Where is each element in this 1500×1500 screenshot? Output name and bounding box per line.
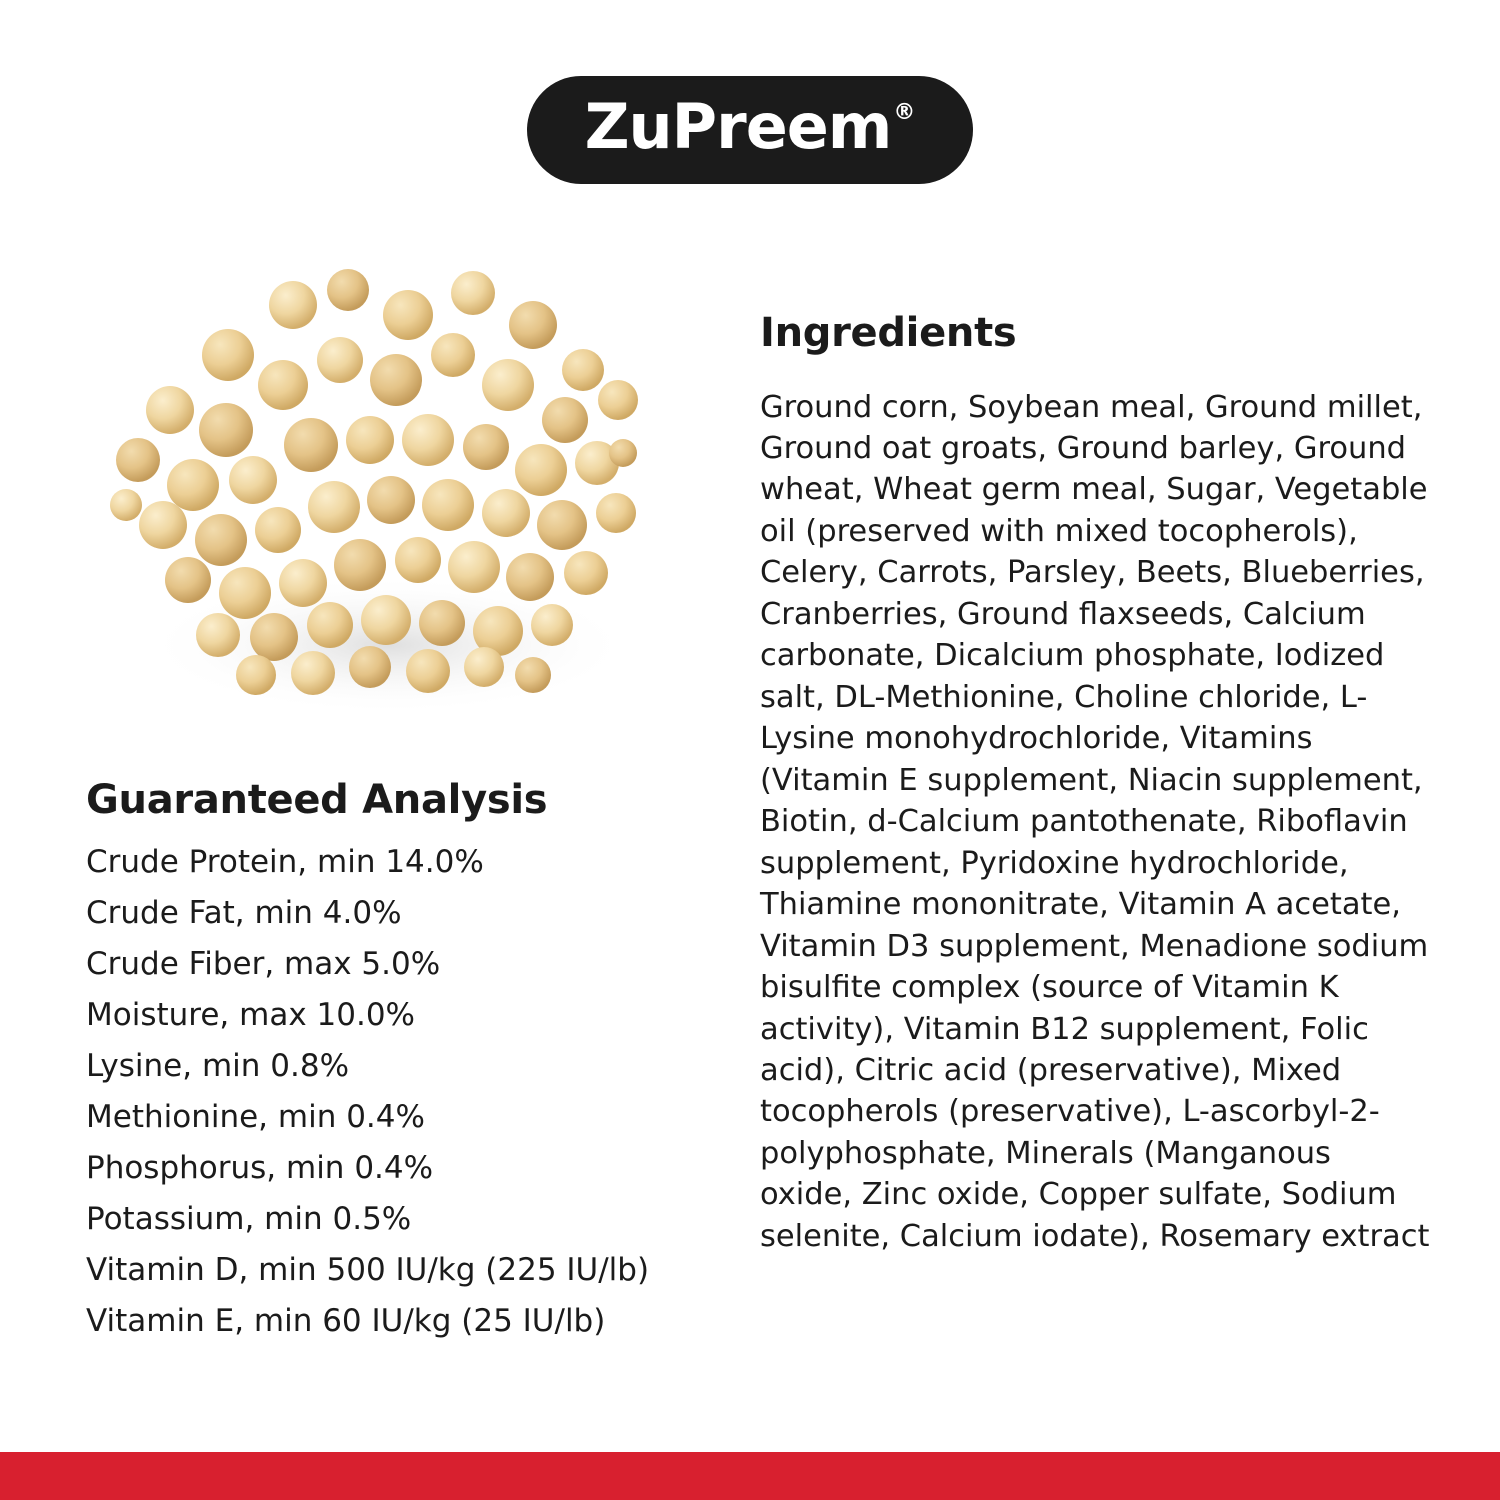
logo-pill xyxy=(527,76,974,184)
list-item: Moisture, max 10.0% xyxy=(86,997,415,1033)
guaranteed-analysis-title: Guaranteed Analysis xyxy=(86,777,548,823)
guaranteed-analysis-list xyxy=(78,837,708,1347)
kibble-pile-photo xyxy=(78,195,698,755)
list-item: Methionine, min 0.4% xyxy=(86,1099,425,1135)
list-item: Crude Fiber, max 5.0% xyxy=(86,946,441,982)
ingredients-title: Ingredients xyxy=(760,310,1017,356)
ingredients-body: Ground corn, Soybean meal, Ground millet, Ground oat groats, Ground barley, Ground wheat, Wheat germ meal, Sugar, Vegetable oil (preserved with mixed tocopherols), Celery, Carrots, Parsley, Beets, Blueberries, Cranberries, Ground flaxseeds, Calcium carbonate, Dicalcium phosphate, Iodized salt, DL-Methionine, Choline chloride, L-Lysine monohydrochloride, Vitamins (Vitamin E supplement, Niacin supplement, Biotin, d-Calcium pantothenate, Riboflavin supplement, Pyridoxine hydrochloride, Thiamine mononitrate, Vitamin A acetate, Vitamin D3 supplement, Menadione sodium bisulfite complex (source of Vitamin K activity), Vitamin B12 supplement, Folic acid), Citric acid (preservative), Mixed tocopherols (preservative), L-ascorbyl-2-polyphosphate, Minerals (Manganous oxide, Zinc oxide, Copper sulfate, Sodium selenite, Calcium iodate), Rosemary extract xyxy=(760,389,1430,1254)
left-column xyxy=(78,195,708,1347)
bottom-accent-bar xyxy=(0,1452,1500,1500)
list-item: Vitamin D, min 500 IU/kg (225 IU/lb) xyxy=(86,1252,650,1288)
list-item: Crude Fat, min 4.0% xyxy=(86,895,402,931)
list-item: Phosphorus, min 0.4% xyxy=(86,1150,434,1186)
right-column xyxy=(760,310,1432,1288)
registered-trademark-icon: ® xyxy=(893,100,916,125)
logo-wordmark: ZuPreem xyxy=(584,90,892,163)
list-item: Vitamin E, min 60 IU/kg (25 IU/lb) xyxy=(86,1303,606,1339)
list-item: Lysine, min 0.8% xyxy=(86,1048,350,1084)
list-item: Potassium, min 0.5% xyxy=(86,1201,412,1237)
list-item: Crude Protein, min 14.0% xyxy=(86,844,484,880)
brand-logo xyxy=(0,76,1500,184)
